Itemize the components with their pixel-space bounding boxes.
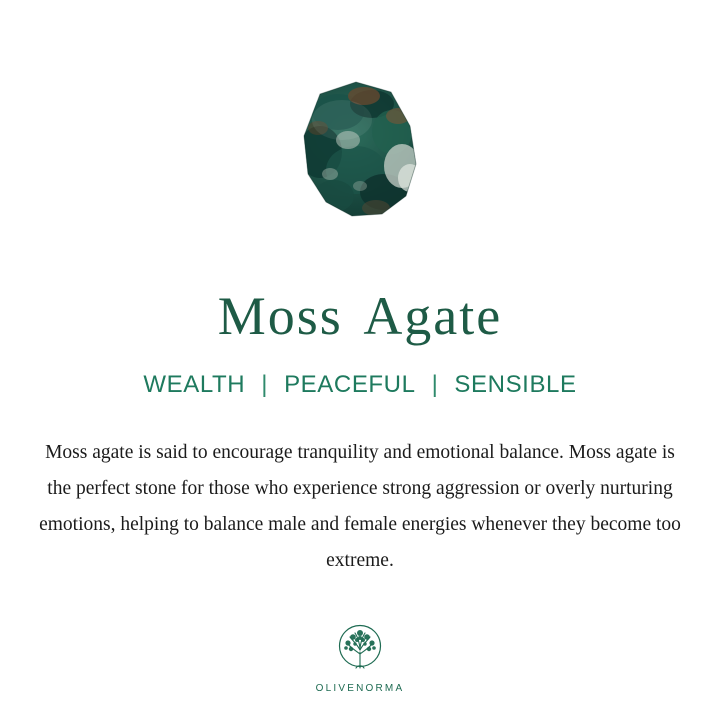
- brand-logo-block: [0, 622, 720, 694]
- keyword-sensible: SENSIBLE: [454, 370, 577, 398]
- product-description: Moss agate is said to encourage tranquility and emotional balance. Moss agate is the perfect stone for those who experience strong aggression or overly nurturing emotions, helping to balance male and female energies whenever they become too extreme.: [39, 441, 681, 571]
- tree-of-life-icon: [329, 622, 391, 680]
- stone-illustration: [260, 74, 460, 244]
- keyword-list: [141, 371, 578, 399]
- keyword-peaceful: PEACEFUL: [284, 370, 416, 398]
- moss-agate-stone-image: [260, 74, 460, 244]
- keyword-wealth: WEALTH: [143, 370, 246, 398]
- keyword-separator-1: |: [261, 370, 269, 398]
- brand-name: OLIVENORMA: [315, 683, 405, 694]
- keyword-separator-2: |: [431, 370, 439, 398]
- page-title: Moss Agate: [217, 286, 503, 346]
